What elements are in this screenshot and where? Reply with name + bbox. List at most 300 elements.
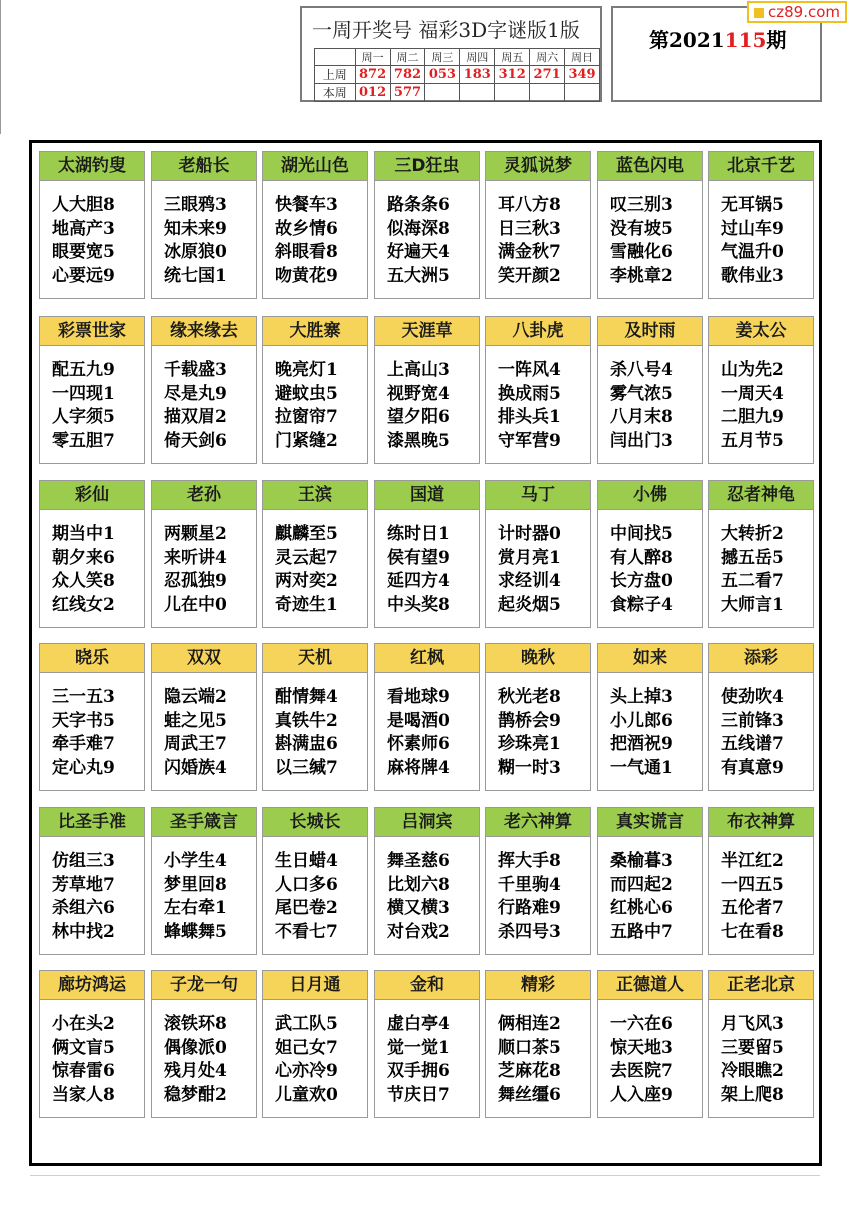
clue-line: 倚天剑6: [164, 430, 227, 451]
puzzle-card: [708, 316, 814, 464]
puzzle-author: 蓝色闪电: [598, 152, 702, 181]
clue-line: 一四五5: [721, 874, 784, 895]
draw-number: [530, 84, 565, 102]
issue-prefix: 第2021: [649, 28, 725, 52]
puzzle-card: [374, 970, 480, 1118]
clue-line: 横又横3: [387, 898, 450, 918]
clue-line: 期当中1: [52, 524, 115, 544]
puzzle-card: [151, 970, 257, 1118]
clue-list: [164, 523, 227, 617]
puzzle-author: 吕洞宾: [375, 808, 479, 837]
puzzle-card: [151, 480, 257, 628]
days-row: [315, 49, 600, 66]
puzzle-card: [485, 643, 591, 791]
clue-list: [275, 523, 338, 617]
clue-line: 晚亮灯1: [275, 360, 338, 380]
clue-line: 两颗星2: [164, 524, 227, 544]
clue-line: 五二看7: [721, 571, 784, 591]
clue-line: 朝夕来6: [52, 547, 115, 568]
day-header: 周四: [460, 49, 495, 66]
puzzle-author: 国道: [375, 481, 479, 510]
puzzle-author: 金和: [375, 971, 479, 1000]
clue-line: 看地球9: [387, 687, 450, 707]
clue-line: 是喝酒0: [387, 710, 450, 731]
issue-title: [649, 24, 786, 53]
puzzle-card: [39, 643, 145, 791]
puzzle-author: 灵狐说梦: [486, 152, 590, 181]
puzzle-author: 马丁: [486, 481, 590, 510]
puzzle-author: 姜太公: [709, 317, 813, 346]
clue-list: [275, 359, 338, 453]
clue-line: 灵云起7: [275, 547, 338, 568]
clue-line: 日三秋3: [498, 218, 561, 239]
clue-line: 起炎烟5: [498, 594, 561, 615]
clue-line: 八月末8: [610, 407, 673, 427]
site-logo[interactable]: [747, 1, 847, 23]
clue-line: 稳梦酣2: [164, 1084, 227, 1105]
puzzle-card: [374, 807, 480, 955]
clue-line: 过山车9: [721, 218, 784, 239]
clue-line: 没有坡5: [610, 218, 673, 239]
draw-number: [460, 84, 495, 102]
puzzle-author: 大胜寨: [263, 317, 367, 346]
clue-list: [387, 523, 450, 617]
clue-line: 雪融化6: [610, 242, 673, 262]
draw-number: 349: [565, 66, 600, 84]
puzzle-card: [39, 480, 145, 628]
clue-line: 避蚊虫5: [275, 383, 338, 404]
corner-cell: [315, 49, 356, 66]
clue-line: 惊天地3: [610, 1037, 673, 1058]
clue-list: [387, 194, 450, 288]
clue-list: [164, 850, 227, 944]
clue-line: 赏月亮1: [498, 547, 561, 568]
clue-list: [610, 194, 673, 288]
panel-title: 一周开奖号 福彩3D字谜版1版: [312, 18, 580, 42]
puzzle-card: [39, 970, 145, 1118]
clue-line: 一四现1: [52, 383, 115, 404]
puzzle-card: [708, 643, 814, 791]
clue-list: [721, 850, 784, 944]
clue-line: 冷眼瞧2: [721, 1061, 784, 1081]
day-header: 周二: [390, 49, 425, 66]
puzzle-card: [597, 151, 703, 299]
clue-line: 配五九9: [52, 360, 115, 380]
puzzle-card: [597, 807, 703, 955]
clue-line: 拉窗帘7: [275, 407, 338, 427]
clue-line: 一阵风4: [498, 360, 561, 380]
this-week-row: [315, 84, 600, 102]
puzzle-author: 湖光山色: [263, 152, 367, 181]
puzzle-card: [39, 316, 145, 464]
clue-list: [164, 1013, 227, 1107]
clue-line: 人入座9: [610, 1084, 673, 1105]
puzzle-author: 红枫: [375, 644, 479, 673]
clue-line: 杀组六6: [52, 898, 115, 918]
clue-line: 五路中7: [610, 921, 673, 942]
clue-line: 怀素师6: [387, 734, 450, 754]
puzzle-card: [262, 151, 368, 299]
clue-line: 满金秋7: [498, 242, 561, 262]
clue-line: 儿童欢0: [275, 1084, 338, 1105]
clue-list: [610, 1013, 673, 1107]
clue-line: 吻黄花9: [275, 265, 338, 286]
puzzle-author: 正德道人: [598, 971, 702, 1000]
clue-list: [275, 1013, 338, 1107]
clue-list: [721, 194, 784, 288]
clue-list: [498, 1013, 561, 1107]
puzzle-author: 忍者神龟: [709, 481, 813, 510]
left-edge-line: [0, 0, 1, 134]
clue-line: 排头兵1: [498, 407, 561, 427]
puzzle-card: [39, 151, 145, 299]
clue-line: 林中找2: [52, 921, 115, 942]
clue-list: [721, 686, 784, 780]
puzzle-card: [485, 151, 591, 299]
clue-line: 滚铁环8: [164, 1014, 227, 1034]
clue-line: 当家人8: [52, 1084, 115, 1105]
clue-line: 惊春雷6: [52, 1061, 115, 1081]
clue-line: 桑榆暮3: [610, 851, 673, 871]
puzzle-card: [485, 970, 591, 1118]
puzzle-author: 八卦虎: [486, 317, 590, 346]
day-header: 周三: [425, 49, 460, 66]
draw-number: 012: [355, 84, 390, 102]
puzzle-author: 添彩: [709, 644, 813, 673]
clue-line: 酣情舞4: [275, 687, 338, 707]
puzzle-author: 比圣手准: [40, 808, 144, 837]
puzzle-card: [708, 807, 814, 955]
clue-line: 叹三别3: [610, 195, 673, 215]
clue-list: [498, 359, 561, 453]
puzzle-card: [151, 151, 257, 299]
clue-line: 杀四号3: [498, 921, 561, 942]
puzzle-author: 子龙一句: [152, 971, 256, 1000]
puzzle-card: [262, 316, 368, 464]
clue-line: 真铁牛2: [275, 710, 338, 731]
clue-line: 半江红2: [721, 851, 784, 871]
clue-list: [610, 523, 673, 617]
clue-line: 小在头2: [52, 1014, 115, 1034]
clue-list: [52, 523, 115, 617]
clue-list: [52, 194, 115, 288]
clue-line: 延四方4: [387, 571, 450, 591]
clue-line: 五线谱7: [721, 734, 784, 754]
clue-line: 人口多6: [275, 874, 338, 895]
clue-line: 五月节5: [721, 430, 784, 451]
clue-line: 尽是丸9: [164, 383, 227, 404]
clue-line: 气温升0: [721, 242, 784, 262]
draw-number: 577: [390, 84, 425, 102]
puzzle-card: [708, 480, 814, 628]
clue-line: 无耳锅5: [721, 195, 784, 215]
logo-square-icon: [754, 8, 764, 18]
clue-line: 两对奕2: [275, 571, 338, 591]
puzzle-card: [151, 316, 257, 464]
puzzle-card: [708, 151, 814, 299]
puzzle-author: 如来: [598, 644, 702, 673]
clue-line: 隐云端2: [164, 687, 227, 707]
puzzle-author: 彩仙: [40, 481, 144, 510]
clue-line: 斟满盅6: [275, 734, 338, 754]
puzzle-author: 晚秋: [486, 644, 590, 673]
clue-line: 一气通1: [610, 757, 673, 778]
clue-list: [52, 850, 115, 944]
clue-line: 众人笑8: [52, 571, 115, 591]
clue-line: 顺口茶5: [498, 1037, 561, 1058]
clue-list: [610, 359, 673, 453]
puzzle-author: 老船长: [152, 152, 256, 181]
last-week-label: 上周: [315, 66, 356, 84]
clue-line: 双手拥6: [387, 1061, 450, 1081]
draw-number: [425, 84, 460, 102]
puzzle-card: [262, 970, 368, 1118]
clue-line: 忍孤独9: [164, 571, 227, 591]
puzzle-card: [151, 643, 257, 791]
puzzle-author: 老六神算: [486, 808, 590, 837]
clue-line: 似海深8: [387, 218, 450, 239]
draw-number: 183: [460, 66, 495, 84]
clue-line: 尾巴卷2: [275, 898, 338, 918]
clue-list: [52, 686, 115, 780]
puzzle-card: [597, 480, 703, 628]
puzzle-card: [374, 316, 480, 464]
clue-line: 芳草地7: [52, 874, 115, 895]
puzzle-card: [151, 807, 257, 955]
clue-line: 撼五岳5: [721, 547, 784, 568]
draw-number: [495, 84, 530, 102]
clue-line: 蜂蝶舞5: [164, 921, 227, 942]
puzzle-card: [597, 970, 703, 1118]
puzzle-author: 太湖钓叟: [40, 152, 144, 181]
clue-line: 雾气浓5: [610, 383, 673, 404]
clue-line: 侯有望9: [387, 547, 450, 568]
clue-line: 冰原狼0: [164, 242, 227, 262]
puzzle-author: 晓乐: [40, 644, 144, 673]
day-header: 周一: [355, 49, 390, 66]
puzzle-author: 真实谎言: [598, 808, 702, 837]
puzzle-card: [262, 807, 368, 955]
clue-line: 视野宽4: [387, 383, 450, 404]
clue-line: 门紧缝2: [275, 430, 338, 451]
clue-line: 麒麟至5: [275, 524, 338, 544]
clue-line: 月飞风3: [721, 1014, 784, 1034]
issue-number: 115: [724, 28, 767, 52]
puzzle-card: [485, 480, 591, 628]
puzzle-card: [374, 643, 480, 791]
puzzle-author: 精彩: [486, 971, 590, 1000]
clue-line: 五大洲5: [387, 265, 450, 286]
clue-list: [721, 1013, 784, 1107]
puzzle-author: 缘来缘去: [152, 317, 256, 346]
puzzle-author: 及时雨: [598, 317, 702, 346]
puzzle-author: 三D狂虫: [375, 152, 479, 181]
clue-line: 斜眼看8: [275, 242, 338, 262]
clue-line: 三一五3: [52, 687, 115, 707]
clue-line: 舞圣慈6: [387, 851, 450, 871]
clue-line: 人字须5: [52, 407, 115, 427]
clue-line: 路条条6: [387, 195, 450, 215]
draw-number: 782: [390, 66, 425, 84]
day-header: 周六: [530, 49, 565, 66]
clue-line: 知未来9: [164, 218, 227, 239]
day-header: 周五: [495, 49, 530, 66]
clue-line: 笑开颜2: [498, 265, 561, 286]
puzzle-card: [39, 807, 145, 955]
this-week-label: 本周: [315, 84, 356, 102]
draw-results-panel: [300, 6, 602, 102]
clue-list: [610, 850, 673, 944]
clue-list: [52, 1013, 115, 1107]
puzzle-author: 北京千艺: [709, 152, 813, 181]
clue-line: 来听讲4: [164, 547, 227, 568]
clue-line: 描双眉2: [164, 407, 227, 427]
clue-line: 中头奖8: [387, 594, 450, 615]
clue-line: 杀八号4: [610, 360, 673, 380]
clue-line: 儿在中0: [164, 594, 227, 615]
clue-line: 守军营9: [498, 430, 561, 451]
clue-line: 眼要宽5: [52, 242, 115, 262]
clue-line: 而四起2: [610, 874, 673, 895]
clue-line: 人大胆8: [52, 195, 115, 215]
clue-line: 麻将牌4: [387, 757, 450, 778]
clue-line: 仿组三3: [52, 851, 115, 871]
puzzle-card: [262, 643, 368, 791]
clue-line: 珍珠亮1: [498, 734, 561, 754]
puzzle-author: 长城长: [263, 808, 367, 837]
clue-line: 鹊桥会9: [498, 710, 561, 731]
clue-line: 行路难9: [498, 898, 561, 918]
clue-line: 漆黑晚5: [387, 430, 450, 451]
clue-list: [275, 686, 338, 780]
puzzle-author: 王滨: [263, 481, 367, 510]
bottom-divider: [30, 1175, 820, 1176]
clue-line: 偶像派0: [164, 1037, 227, 1058]
clue-line: 耳八方8: [498, 195, 561, 215]
clue-line: 歌伟业3: [721, 265, 784, 286]
draw-results-table: [314, 48, 600, 102]
puzzle-author: 圣手箴言: [152, 808, 256, 837]
clue-line: 头上掉3: [610, 687, 673, 707]
puzzle-card: [374, 480, 480, 628]
clue-line: 中间找5: [610, 524, 673, 544]
clue-list: [721, 359, 784, 453]
draw-number: 053: [425, 66, 460, 84]
clue-line: 心要远9: [52, 265, 115, 286]
clue-line: 三前锋3: [721, 710, 784, 731]
clue-line: 千里驹4: [498, 874, 561, 895]
clue-list: [610, 686, 673, 780]
puzzle-author: 老孙: [152, 481, 256, 510]
clue-line: 五伦者7: [721, 898, 784, 918]
clue-line: 李桃章2: [610, 265, 673, 286]
puzzle-card: [597, 643, 703, 791]
clue-line: 秋光老8: [498, 687, 561, 707]
clue-line: 妲己女7: [275, 1037, 338, 1058]
clue-list: [164, 359, 227, 453]
clue-line: 闫出门3: [610, 430, 673, 451]
clue-line: 闪婚族4: [164, 757, 227, 778]
clue-line: 对台戏2: [387, 921, 450, 942]
puzzle-author: 天涯草: [375, 317, 479, 346]
clue-line: 山为先2: [721, 360, 784, 380]
clue-line: 三要留5: [721, 1037, 784, 1058]
clue-line: 一六在6: [610, 1014, 673, 1034]
clue-line: 牵手难7: [52, 734, 115, 754]
clue-line: 心亦冷9: [275, 1061, 338, 1081]
clue-line: 长方盘0: [610, 571, 673, 591]
puzzle-author: 廊坊鸿运: [40, 971, 144, 1000]
puzzle-card: [485, 316, 591, 464]
clue-line: 俩文盲5: [52, 1037, 115, 1058]
clue-line: 小学生4: [164, 851, 227, 871]
draw-number: 872: [355, 66, 390, 84]
clue-line: 有人醉8: [610, 547, 673, 568]
clue-line: 天字书5: [52, 710, 115, 731]
puzzle-card: [708, 970, 814, 1118]
puzzle-author: 小佛: [598, 481, 702, 510]
clue-line: 换成雨5: [498, 383, 561, 404]
clue-line: 俩相连2: [498, 1014, 561, 1034]
puzzle-author: 彩票世家: [40, 317, 144, 346]
clue-line: 统七国1: [164, 265, 227, 286]
clue-list: [275, 194, 338, 288]
clue-line: 求经训4: [498, 571, 561, 591]
clue-list: [721, 523, 784, 617]
clue-line: 节庆日7: [387, 1084, 450, 1105]
clue-line: 觉一觉1: [387, 1037, 450, 1058]
clue-line: 小儿郎6: [610, 710, 673, 731]
clue-line: 红线女2: [52, 594, 115, 615]
clue-list: [387, 850, 450, 944]
clue-line: 定心丸9: [52, 757, 115, 778]
clue-line: 快餐车3: [275, 195, 338, 215]
clue-list: [275, 850, 338, 944]
clue-line: 计时器0: [498, 524, 561, 544]
clue-list: [498, 194, 561, 288]
clue-line: 生日蜡4: [275, 851, 338, 871]
clue-line: 周武王7: [164, 734, 227, 754]
clue-line: 七在看8: [721, 921, 784, 942]
clue-list: [387, 686, 450, 780]
clue-line: 故乡情6: [275, 218, 338, 239]
clue-line: 二胆九9: [721, 407, 784, 427]
clue-line: 武工队5: [275, 1014, 338, 1034]
clue-line: 以三缄7: [275, 757, 338, 778]
clue-list: [498, 850, 561, 944]
clue-line: 望夕阳6: [387, 407, 450, 427]
last-week-row: [315, 66, 600, 84]
clue-line: 残月处4: [164, 1061, 227, 1081]
clue-line: 比划六8: [387, 874, 450, 895]
clue-line: 一周天4: [721, 383, 784, 404]
logo-text: cz89.com: [767, 3, 840, 21]
clue-line: 舞丝缰6: [498, 1084, 561, 1105]
day-header: 周日: [565, 49, 600, 66]
clue-line: 虚白亭4: [387, 1014, 450, 1034]
clue-line: 大转折2: [721, 524, 784, 544]
clue-line: 有真意9: [721, 757, 784, 778]
puzzle-author: 日月通: [263, 971, 367, 1000]
clue-line: 奇迹生1: [275, 594, 338, 615]
clue-list: [498, 523, 561, 617]
clue-line: 三眼鸦3: [164, 195, 227, 215]
puzzle-author: 天机: [263, 644, 367, 673]
clue-line: 零五胆7: [52, 430, 115, 451]
clue-line: 千载盛3: [164, 360, 227, 380]
clue-list: [387, 1013, 450, 1107]
puzzle-board: [29, 140, 822, 1166]
